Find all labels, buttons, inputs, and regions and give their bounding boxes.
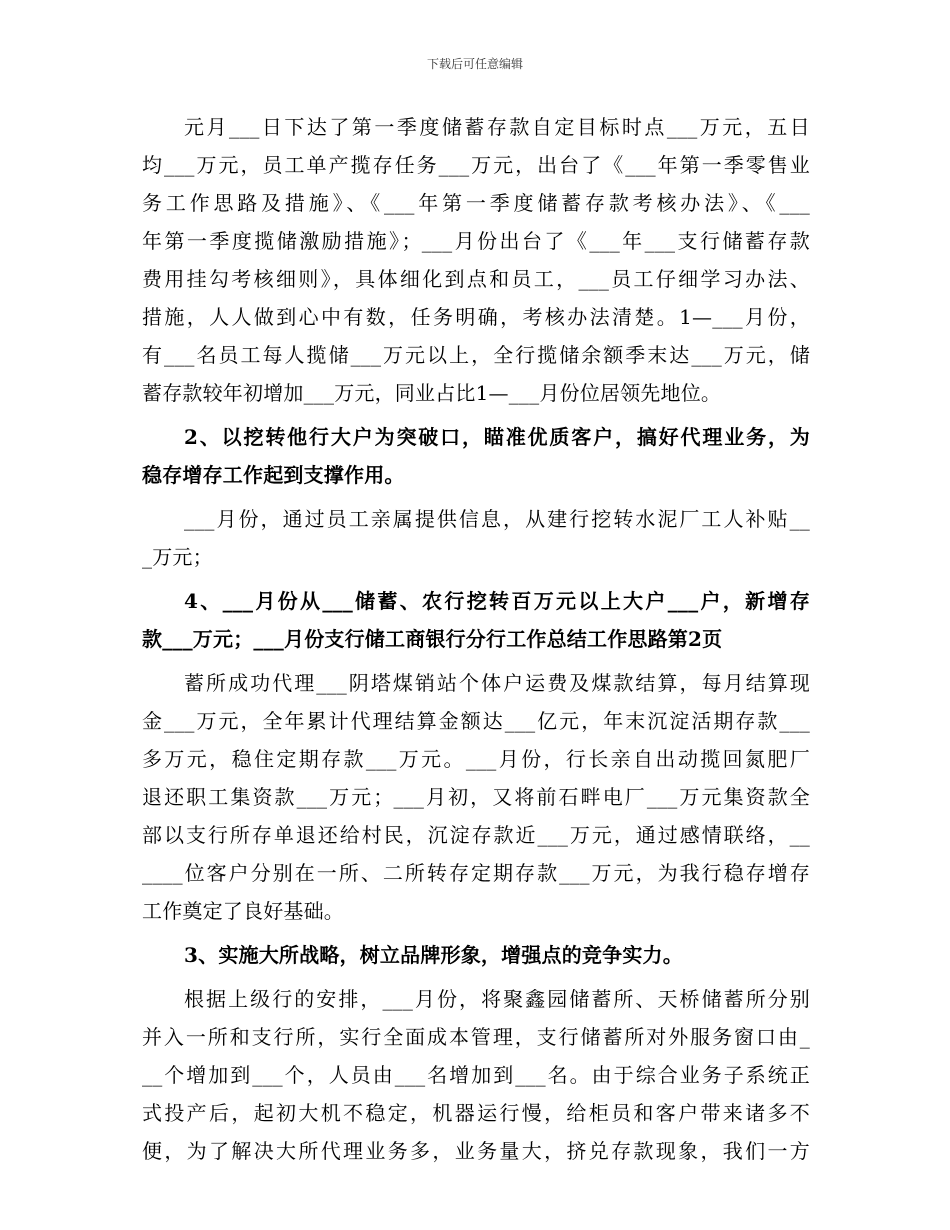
text-line: 蓄存款较年初增加___万元，同业占比1—___月份位居领先地位。 bbox=[142, 381, 722, 405]
paragraph-target-setting bbox=[142, 108, 810, 412]
document-body bbox=[142, 108, 810, 1170]
text-line: 并入一所和支行所，实行全面成本管理，支行储蓄所对外服务窗口由_ bbox=[142, 1025, 810, 1049]
text-line: 金___万元，全年累计代理结算金额达___亿元，年末沉淀活期存款___ bbox=[142, 709, 810, 733]
section-heading bbox=[142, 418, 810, 494]
text-line: 部以支行所存单退还给村民，沉淀存款近___万元，通过感情联络，__ bbox=[142, 823, 810, 847]
text-line: __个增加到___个，人员由___名增加到___名。由于综合业务子系统正 bbox=[142, 1063, 810, 1087]
text-line: 元月___日下达了第一季度储蓄存款自定目标时点___万元，五日 bbox=[184, 115, 810, 139]
text-line: 有___名员工每人揽储___万元以上，全行揽储余额季末达___万元，储 bbox=[142, 343, 810, 367]
paragraph-employee-info bbox=[142, 500, 810, 576]
text-line: 务工作思路及措施》、《___年第一季度储蓄存款考核办法》、《___ bbox=[142, 191, 810, 215]
text-line: 式投产后，起初大机不稳定，机器运行慢，给柜员和客户带来诸多不 bbox=[142, 1101, 810, 1125]
text-line: 蓄所成功代理___阴塔煤销站个体户运费及煤款结算，每月结算现 bbox=[184, 671, 810, 695]
text-line: ___月份，通过员工亲属提供信息，从建行挖转水泥厂工人补贴__ bbox=[184, 507, 810, 531]
text-line: _万元； bbox=[142, 545, 213, 569]
text-line: 多万元，稳住定期存款___万元。___月份，行长亲自出动揽回氮肥厂 bbox=[142, 747, 810, 771]
text-line: 措施，人人做到心中有数，任务明确，考核办法清楚。1—___月份， bbox=[142, 305, 810, 329]
heading-line: 稳存增存工作起到支撑作用。 bbox=[142, 463, 405, 487]
heading-line: 款___万元；___月份支行储工商银行分行工作总结工作思路第2页 bbox=[142, 627, 723, 651]
paragraph-branch-strategy bbox=[142, 980, 810, 1170]
heading-line: 4、___月份从___储蓄、农行挖转百万元以上大户___户，新增存 bbox=[184, 589, 810, 613]
heading-line: 3、实施大所战略，树立品牌形象，增强点的竞争实力。 bbox=[184, 943, 683, 967]
text-line: ____位客户分别在一所、二所转存定期存款___万元，为我行稳存增存 bbox=[142, 861, 810, 885]
text-line: 退还职工集资款___万元；___月初，又将前石畔电厂___万元集资款全 bbox=[142, 785, 810, 809]
text-line: 均___万元，员工单产揽存任务___万元，出台了《___年第一季零售业 bbox=[142, 153, 810, 177]
heading-line: 2、以挖转他行大户为突破口，瞄准优质客户，搞好代理业务，为 bbox=[184, 425, 810, 449]
page-header: 下载后可任意编辑 bbox=[426, 57, 523, 71]
text-line: 便，为了解决大所代理业务多，业务量大，挤兑存款现象，我们一方 bbox=[142, 1139, 810, 1163]
text-line: 根据上级行的安排，___月份，将聚鑫园储蓄所、天桥储蓄所分别 bbox=[184, 987, 810, 1011]
section-heading bbox=[142, 936, 810, 974]
section-heading bbox=[142, 582, 810, 658]
paragraph-agency-business bbox=[142, 664, 810, 930]
text-line: 费用挂勾考核细则》，具体细化到点和员工，___员工仔细学习办法、 bbox=[142, 267, 810, 291]
text-line: 年第一季度揽储激励措施》；___月份出台了《___年___支行储蓄存款 bbox=[142, 229, 810, 253]
text-line: 工作奠定了良好基础。 bbox=[142, 899, 344, 923]
